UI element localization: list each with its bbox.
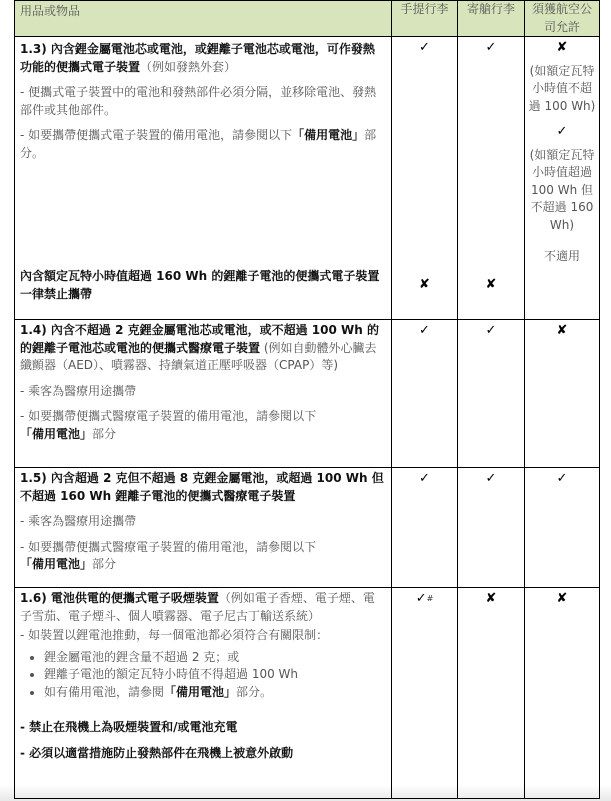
table-row — [15, 320, 600, 468]
footnote-mark: # — [426, 594, 434, 603]
cross-icon: ✘ — [485, 591, 497, 606]
item-rule: - 必須以適當措施防止發熱部件在飛機上被意外啟動 — [20, 745, 294, 760]
item-note: - 乘客為醫療用途攜帶 — [20, 383, 137, 398]
header-item: 用品或物品 — [15, 1, 392, 37]
check-icon: ✓ — [556, 124, 568, 139]
item-cell — [15, 37, 392, 320]
check-icon: ✓ — [415, 591, 427, 606]
item-note: - 如要攜帶便攜式醫療電子裝置的備用電池，請參閱以下「備用電池」部分 — [20, 409, 317, 441]
header-checked: 寄艙行李 — [458, 1, 525, 37]
dangerous-goods-table — [14, 0, 600, 799]
item-cell — [15, 588, 392, 799]
not-applicable: 不適用 — [543, 249, 580, 263]
cross-icon: ✘ — [419, 276, 430, 292]
check-icon: ✓ — [485, 471, 497, 486]
cross-icon: ✘ — [556, 40, 568, 55]
item-note: - 便攜式電子裝置中的電池和發熱部件必須分隔，並移除電池、發熱部件或其他部件。 — [20, 85, 377, 117]
table-row — [15, 468, 600, 588]
approval-note: (如額定瓦特小時值不超過 100 Wh) — [528, 63, 596, 113]
item-note: - 乘客為醫療用途攜帶 — [20, 514, 137, 528]
item-note: - 如裝置以鋰電池推動，每一個電池都必須符合有關限制： — [20, 628, 329, 642]
header-approval: 須獲航空公司允許 — [525, 1, 600, 37]
table-row — [15, 588, 600, 799]
list-item: • 鋰金屬電池的鋰含量不超過 2 克；或 — [44, 649, 386, 667]
item-note: - 如要攜帶便攜式醫療電子裝置的備用電池，請參閱以下「備用電池」部分 — [20, 539, 317, 571]
item-title: 1.3) 內含鋰金屬電池芯或電池，或鋰離子電池芯或電池，可作發熱功能的便攜式電子裝置 — [20, 42, 375, 74]
item-cell — [15, 320, 392, 468]
item-subtitle: 內含額定瓦特小時值超過 160 Wh 的鋰離子電池的便攜式電子裝置一律禁止攜帶 — [20, 269, 380, 301]
cross-icon: ✘ — [556, 323, 568, 338]
header-carry-on: 手提行李 — [392, 1, 458, 37]
item-example: （例如發熱外套） — [140, 59, 237, 74]
item-note: - 如要攜帶便攜式電子裝置的備用電池，請參閱以下「備用電池」部分。 — [20, 128, 377, 160]
check-icon: ✓ — [419, 471, 430, 486]
item-example: (例如自動體外心臟去纖顫器（AED）、噴霧器、持續氣道正壓呼吸器（CPAP）等) — [20, 340, 377, 372]
approval-note: (如額定瓦特小時值超過 100 Wh 但不超過 160 Wh) — [529, 147, 595, 232]
bullet-list — [20, 649, 386, 702]
check-icon: ✓ — [556, 471, 568, 486]
list-item: • 如有備用電池，請參閱「備用電池」部分。 — [44, 684, 386, 702]
check-icon: ✓ — [485, 323, 497, 338]
table-row — [15, 37, 600, 320]
check-icon: ✓ — [485, 40, 497, 55]
list-item: • 鋰離子電池的額定瓦特小時值不得超過 100 Wh — [44, 666, 386, 684]
item-title: 1.4) 內含不超過 2 克鋰金屬電池芯或電池，或不超過 100 Wh 的的鋰離子電池芯或電池的便攜式醫療電子裝置 — [20, 323, 379, 355]
cross-icon: ✘ — [556, 591, 568, 606]
item-title: 1.5) 內含超過 2 克但不超過 8 克鋰金屬電池，或超過 100 Wh 但不超過 160 Wh 鋰離子電池的便攜式醫療電子裝置 — [20, 471, 384, 503]
check-icon: ✓ — [419, 323, 430, 338]
item-title: 1.6) 電池供電的便攜式電子吸煙裝置 — [20, 591, 219, 605]
item-rule: - 禁止在飛機上為吸煙裝置和/或電池充電 — [20, 720, 238, 734]
check-icon: ✓ — [419, 40, 430, 55]
item-example: （例如電子香煙、電子煙、電子雪茄、電子煙斗、個人噴霧器、電子尼古丁輸送系統） — [20, 591, 375, 623]
cross-icon: ✘ — [485, 276, 497, 292]
item-cell — [15, 468, 392, 588]
table-header — [15, 1, 600, 37]
